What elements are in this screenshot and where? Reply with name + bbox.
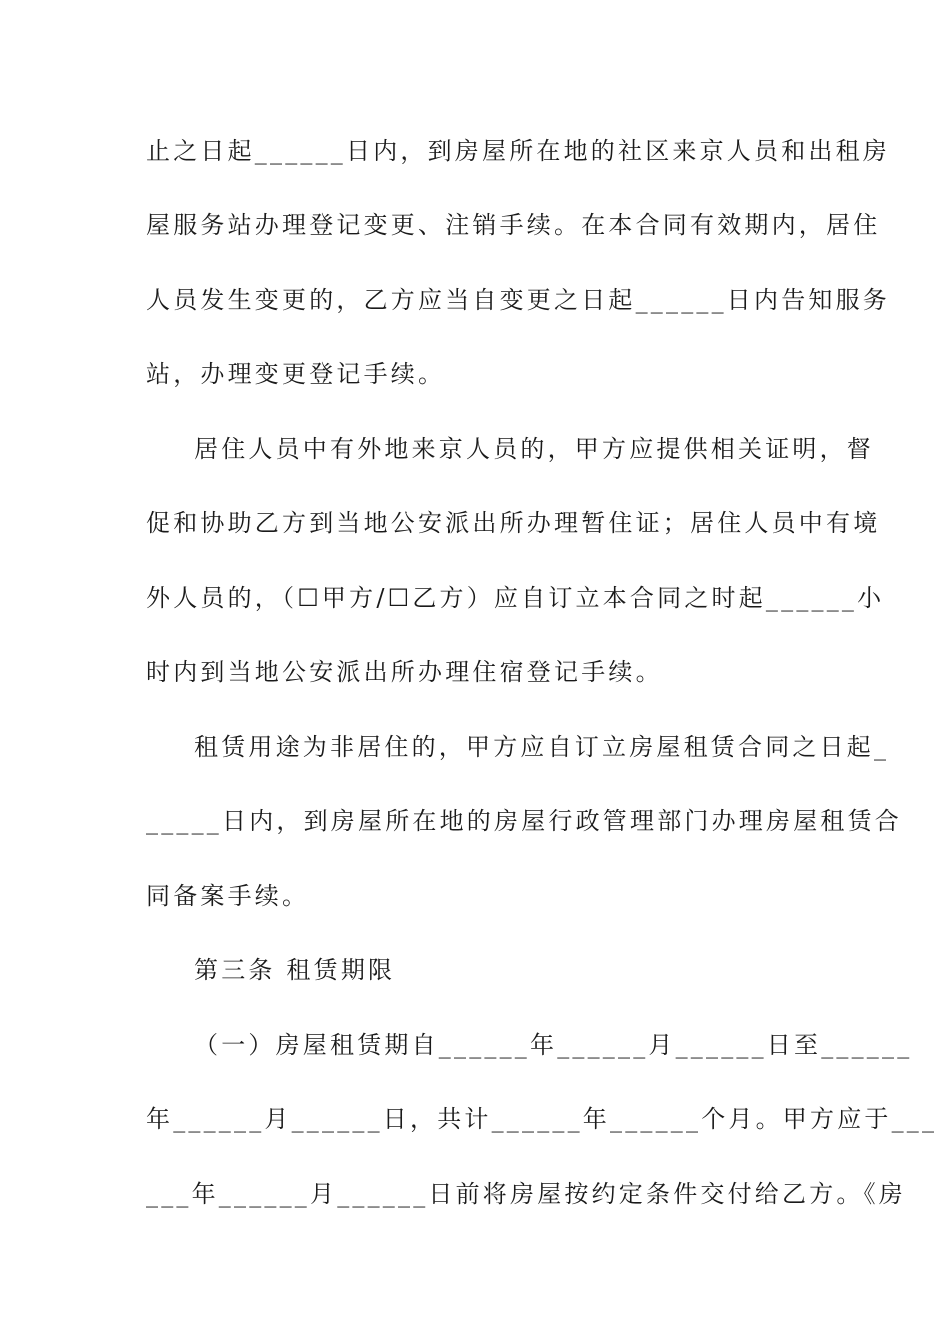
paragraph-line-1: 止之日起______日内，到房屋所在地的社区来京人员和出租房 [146,137,890,165]
paragraph-line-5: 居住人员中有外地来京人员的，甲方应提供相关证明，督 [194,435,874,463]
paragraph-line-10: _____日内，到房屋所在地的房屋行政管理部门办理房屋租赁合 [146,807,902,835]
paragraph-line-9: 租赁用途为非居住的，甲方应自订立房屋租赁合同之日起_ [194,733,890,761]
paragraph-line-11: 同备案手续。 [146,882,310,910]
section-heading: 第三条 租赁期限 [194,956,396,984]
paragraph-line-3: 人员发生变更的，乙方应当自变更之日起______日内告知服务 [146,286,890,314]
paragraph-line-4: 站，办理变更登记手续。 [146,360,446,388]
paragraph-line-15: ___年______月______日前将房屋按约定条件交付给乙方。《房 [146,1180,906,1208]
paragraph-line-6: 促和协助乙方到当地公安派出所办理暂住证；居住人员中有境 [146,509,881,537]
paragraph-line-7: 外人员的，（☐甲方/☐乙方）应自订立本合同之时起______小 [146,584,885,612]
paragraph-line-13: （一）房屋租赁期自______年______月______日至______ [194,1031,913,1059]
paragraph-line-14: 年______月______日，共计______年______个月。甲方应于___ [146,1105,938,1133]
paragraph-line-8: 时内到当地公安派出所办理住宿登记手续。 [146,658,663,686]
paragraph-line-2: 屋服务站办理登记变更、注销手续。在本合同有效期内，居住 [146,211,881,239]
